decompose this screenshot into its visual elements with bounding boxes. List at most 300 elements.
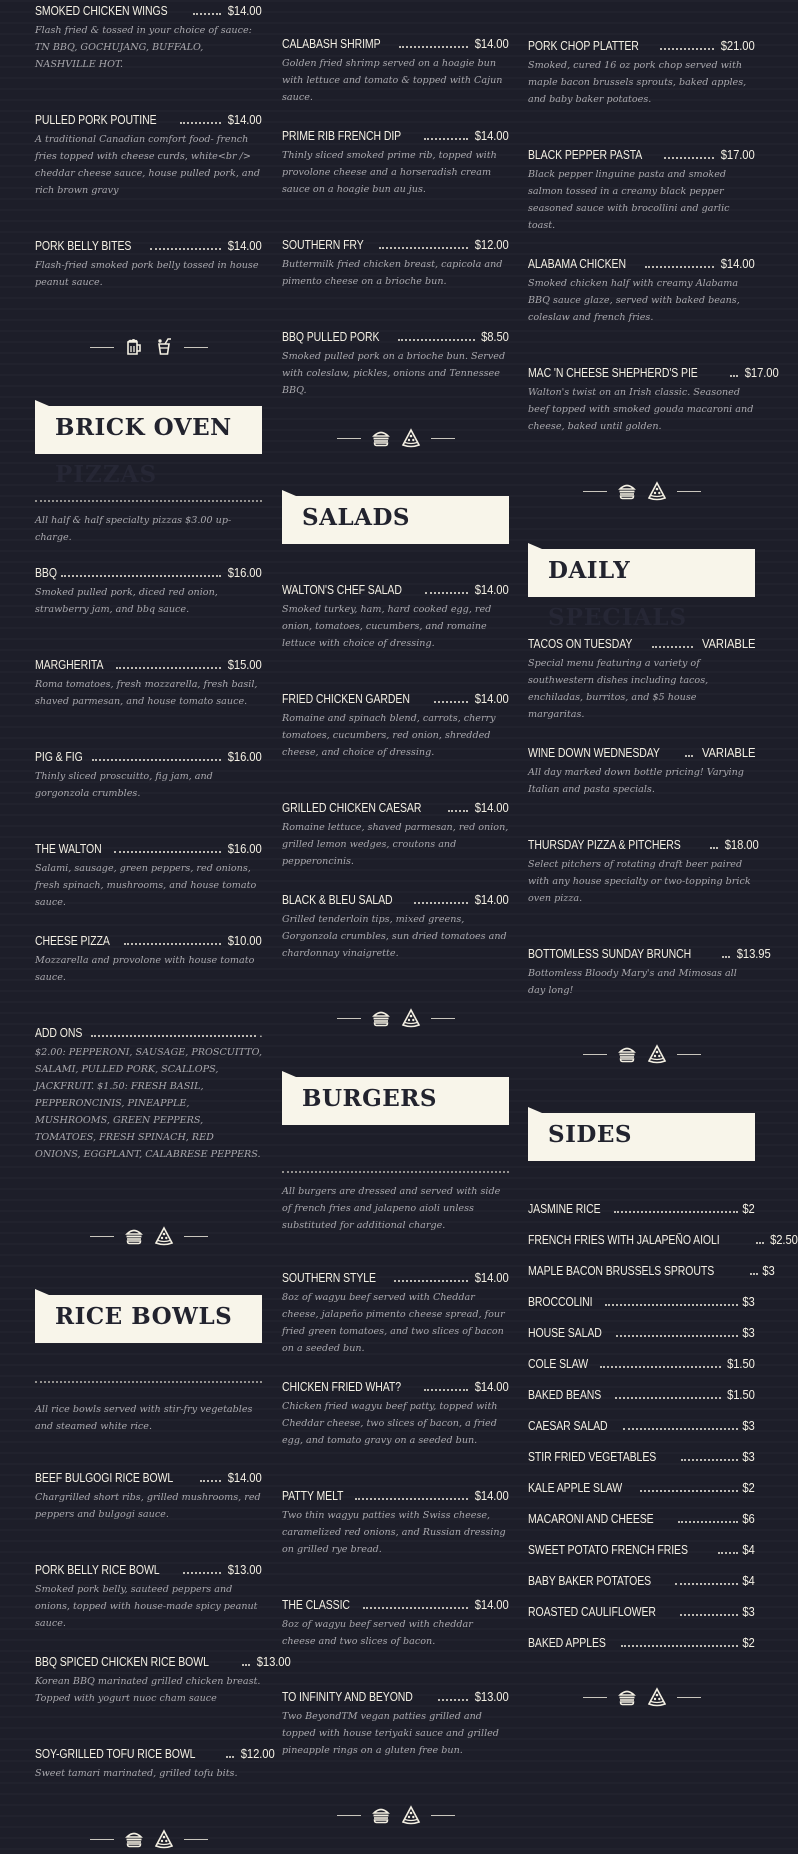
leader-dots	[424, 1389, 469, 1391]
menu-item-pork-belly-bites	[35, 239, 262, 291]
menu-item-header	[528, 947, 771, 962]
menu-item-price: $14.00	[228, 1471, 262, 1485]
menu-item-pulled-pork-poutine	[35, 113, 262, 199]
section-banner-brick-oven	[35, 406, 262, 454]
leader-dots	[756, 1242, 764, 1244]
section-title: SALADS	[302, 504, 411, 531]
menu-item-prime-rib-french-dip	[282, 129, 509, 198]
menu-item-margherita	[35, 658, 262, 710]
leader-dots	[645, 266, 715, 268]
menu-item-price: $4	[742, 1574, 755, 1588]
burger-icon	[617, 1044, 637, 1064]
divider-line	[184, 1839, 208, 1840]
menu-item-sweet-potato-french-fries	[528, 1543, 755, 1558]
menu-item-price: $14.00	[475, 1271, 509, 1285]
menu-item-price: $8.50	[481, 330, 509, 344]
section-separator	[282, 426, 509, 450]
leader-dots	[750, 1273, 758, 1275]
menu-item-name: PATTY MELT	[282, 1489, 344, 1503]
section-title: SIDES	[548, 1121, 632, 1148]
menu-item-description: Romaine and spinach blend, carrots, cherry tomatoes, cucumbers, red onion, shredded cheese, and choice of dressing.	[282, 713, 496, 758]
menu-item-header	[35, 658, 262, 673]
menu-item-price: $10.00	[228, 934, 262, 948]
burger-icon	[617, 1687, 637, 1707]
menu-item-price: $2	[742, 1202, 755, 1216]
menu-item-kale-apple-slaw	[528, 1481, 755, 1496]
menu-item-name: MACARONI AND CHEESE	[528, 1512, 654, 1526]
leader-dots	[61, 575, 221, 577]
menu-item-header	[528, 1543, 755, 1558]
burger-icon	[371, 428, 391, 448]
menu-item-price: .	[258, 1026, 262, 1040]
menu-item-chicken-fried-what	[282, 1380, 509, 1449]
menu-item-name: BBQ	[35, 566, 57, 580]
menu-item-maple-bacon-brussels-sprouts	[528, 1264, 775, 1279]
pizza-slice-icon	[401, 1008, 421, 1028]
divider-line	[677, 1054, 701, 1055]
menu-item-southern-fry	[282, 238, 509, 290]
menu-item-price: $13.95	[736, 947, 771, 961]
menu-item-description: All day marked down bottle pricing! Varying Italian and pasta specials.	[528, 767, 744, 795]
divider-line	[583, 1054, 607, 1055]
menu-item-header	[528, 1357, 755, 1372]
menu-item-name: WALTON'S CHEF SALAD	[282, 583, 402, 597]
menu-item-price: $14.00	[475, 37, 509, 51]
menu-item-name: BBQ PULLED PORK	[282, 330, 380, 344]
menu-item-price: $18.00	[724, 838, 759, 852]
menu-item-header	[35, 1563, 262, 1578]
leader-dots	[226, 1756, 234, 1758]
menu-item-grilled-chicken-caesar	[282, 801, 509, 870]
menu-item-header	[528, 1481, 755, 1496]
leader-dots	[414, 902, 469, 904]
pizza-slice-icon	[154, 1829, 174, 1849]
section-separator	[282, 1006, 509, 1030]
menu-item-name: BAKED APPLES	[528, 1636, 606, 1650]
menu-item-price: $14.00	[475, 1598, 509, 1612]
menu-item-bbq-pulled-pork	[282, 330, 509, 399]
menu-item-the-classic	[282, 1598, 509, 1650]
menu-item-header	[528, 1388, 755, 1403]
divider-line	[677, 1697, 701, 1698]
leader-dots	[616, 1335, 738, 1337]
divider-line	[184, 1236, 208, 1237]
section-banner-salads	[282, 496, 509, 544]
leader-dots	[675, 1583, 739, 1585]
leader-dots	[242, 1664, 250, 1666]
menu-item-header	[528, 1636, 755, 1651]
menu-item-description: Flash fried & tossed in your choice of sauce: TN BBQ, GOCHUJANG, BUFFALO, NASHVILLE HOT.	[35, 25, 252, 70]
menu-item-header	[528, 1295, 755, 1310]
menu-item-price: $3	[742, 1450, 755, 1464]
menu-item-patty-melt	[282, 1489, 509, 1558]
menu-item-price: $2	[742, 1481, 755, 1495]
menu-item-header	[282, 1489, 509, 1504]
leader-dots	[680, 1614, 738, 1616]
menu-item-description: Romaine lettuce, shaved parmesan, red onion, grilled lemon wedges, croutons and pepperoncinis.	[282, 822, 509, 867]
menu-item-price: $12.00	[240, 1747, 275, 1761]
leader-dots	[710, 847, 718, 849]
leader-dots	[660, 48, 714, 50]
menu-item-tacos-on-tuesday	[528, 637, 755, 723]
menu-item-the-walton	[35, 842, 262, 911]
leader-dots	[124, 943, 221, 945]
menu-item-name: MARGHERITA	[35, 658, 104, 672]
menu-item-description: Korean BBQ marinated grilled chicken breast. Topped with yogurt nuoc cham sauce	[35, 1676, 261, 1704]
menu-item-header	[282, 583, 509, 598]
leader-dots	[398, 339, 475, 341]
menu-item-name: GRILLED CHICKEN CAESAR	[282, 801, 422, 815]
menu-item-header	[35, 1471, 262, 1486]
burger-icon	[617, 481, 637, 501]
menu-item-description: 8oz of wagyu beef served with Cheddar cheese, jalapeño pimento cheese spread, four fried green tomatoes, and two slices of bacon on a seeded bun.	[282, 1292, 505, 1354]
menu-item-black-bleu-salad	[282, 893, 509, 962]
menu-item-wine-down-wednesday	[528, 746, 755, 798]
section-separator	[35, 1224, 262, 1248]
menu-item-price: $14.00	[475, 583, 509, 597]
menu-item-header	[528, 1574, 755, 1589]
menu-item-price: $2	[742, 1636, 755, 1650]
leader-dots	[664, 157, 714, 159]
section-banner-sides	[528, 1113, 755, 1161]
menu-item-header	[528, 366, 779, 381]
menu-item-name: CHICKEN FRIED WHAT?	[282, 1380, 401, 1394]
leader-dots	[91, 1035, 255, 1037]
menu-item-pork-belly-rice-bowl	[35, 1563, 262, 1632]
menu-item-header	[35, 239, 262, 254]
menu-item-name: PORK BELLY RICE BOWL	[35, 1563, 160, 1577]
menu-item-header	[528, 257, 755, 272]
menu-item-name: CAESAR SALAD	[528, 1419, 608, 1433]
menu-item-price: $14.00	[721, 257, 755, 271]
leader-dots	[685, 755, 693, 757]
divider-line	[431, 1815, 455, 1816]
menu-item-name: BEEF BULGOGI RICE BOWL	[35, 1471, 174, 1485]
menu-item-name: WINE DOWN WEDNESDAY	[528, 746, 660, 760]
menu-item-name: BABY BAKER POTATOES	[528, 1574, 652, 1588]
menu-item-name: ROASTED CAULIFLOWER	[528, 1605, 656, 1619]
leader-dots	[621, 1645, 739, 1647]
section-title: BURGERS	[302, 1085, 438, 1112]
menu-item-name: PIG & FIG	[35, 750, 83, 764]
pizza-slice-icon	[401, 1805, 421, 1825]
menu-item-cheese-pizza	[35, 934, 262, 986]
menu-item-name: PULLED PORK POUTINE	[35, 113, 157, 127]
pizza-slice-icon	[647, 1687, 667, 1707]
section-banner-daily	[528, 549, 755, 597]
leader-dots	[681, 1459, 739, 1461]
menu-item-header	[528, 637, 755, 652]
menu-item-description: Mozzarella and provolone with house tomato sauce.	[35, 955, 255, 983]
leader-dots	[722, 956, 730, 958]
leader-dots	[183, 1572, 221, 1574]
menu-item-description: Smoked turkey, ham, hard cooked egg, red onion, tomatoes, cucumbers, and romaine lettuce with choice of dressing.	[282, 604, 492, 649]
dotted-divider	[35, 1381, 262, 1383]
leader-dots	[615, 1397, 721, 1399]
menu-item-price: $14.00	[228, 113, 262, 127]
menu-item-beef-bulgogi-rice-bowl	[35, 1471, 262, 1523]
section-title: DAILY	[548, 557, 631, 584]
menu-item-name: FRENCH FRIES WITH JALAPEÑO AIOLI	[528, 1233, 720, 1247]
section-separator	[528, 479, 755, 503]
menu-item-header	[528, 39, 755, 54]
menu-item-caesar-salad	[528, 1419, 755, 1434]
menu-item-header	[282, 37, 509, 52]
menu-item-baby-baker-potatoes	[528, 1574, 755, 1589]
menu-item-header	[528, 148, 755, 163]
menu-item-header	[35, 934, 262, 949]
leader-dots	[600, 1366, 722, 1368]
menu-item-price: $13.00	[228, 1563, 262, 1577]
divider-line	[184, 347, 208, 348]
menu-item-name: FRIED CHICKEN GARDEN	[282, 692, 410, 706]
menu-item-header	[528, 1419, 755, 1434]
burger-icon	[124, 1226, 144, 1246]
divider-line	[90, 1839, 114, 1840]
menu-item-price: $12.00	[475, 238, 509, 252]
menu-item-header	[282, 692, 509, 707]
menu-item-description: Roma tomatoes, fresh mozzarella, fresh basil, shaved parmesan, and house tomato sauce.	[35, 679, 258, 707]
menu-item-description: Smoked pork belly, sauteed peppers and onions, topped with house-made spicy peanut sauce.	[35, 1584, 258, 1629]
menu-item-name: BROCCOLINI	[528, 1295, 593, 1309]
menu-item-price: $17.00	[721, 148, 755, 162]
menu-item-name: HOUSE SALAD	[528, 1326, 602, 1340]
burger-icon	[371, 1805, 391, 1825]
menu-item-header	[528, 1264, 775, 1279]
menu-item-price: $16.00	[228, 750, 262, 764]
menu-item-header	[282, 238, 509, 253]
menu-item-header	[35, 566, 262, 581]
menu-item-description: Black pepper linguine pasta and smoked salmon tossed in a creamy black pepper seasoned sauce with brocollini and garlic toast.	[528, 169, 730, 231]
menu-item-soy-grilled-tofu-rice-bowl	[35, 1747, 275, 1782]
menu-item-price: $2.50	[770, 1233, 798, 1247]
menu-item-header	[282, 1598, 509, 1613]
menu-item-header	[528, 746, 755, 761]
beer-mug-icon	[124, 337, 144, 357]
menu-item-price: $14.00	[228, 4, 262, 18]
leader-dots	[92, 759, 222, 761]
section-subtitle: PIZZAS	[55, 461, 158, 488]
section-subtitle: SPECIALS	[548, 604, 688, 631]
menu-item-description: Sweet tamari marinated, grilled tofu bits.	[35, 1768, 238, 1779]
divider-line	[90, 347, 114, 348]
menu-item-price: $21.00	[721, 39, 755, 53]
menu-item-bbq-spiced-chicken-rice-bowl	[35, 1655, 291, 1707]
pizza-slice-icon	[401, 428, 421, 448]
leader-dots	[200, 1480, 222, 1482]
menu-item-price: $6	[742, 1512, 755, 1526]
leader-dots	[438, 1699, 469, 1701]
menu-item-stir-fried-vegetables	[528, 1450, 755, 1465]
section-note: All half & half specialty pizzas $3.00 up-charge.	[35, 515, 232, 543]
menu-item-jasmine-rice	[528, 1202, 755, 1217]
section-banner-burgers	[282, 1077, 509, 1125]
burger-icon	[371, 1008, 391, 1028]
menu-item-description: Select pitchers of rotating draft beer paired with any house specialty or two-topping brick oven pizza.	[528, 859, 751, 904]
burger-icon	[124, 1829, 144, 1849]
leader-dots	[730, 375, 738, 377]
menu-item-name: PRIME RIB FRENCH DIP	[282, 129, 402, 143]
menu-item-name: ALABAMA CHICKEN	[528, 257, 626, 271]
menu-item-name: BAKED BEANS	[528, 1388, 602, 1402]
menu-item-description: Special menu featuring a variety of southwestern dishes including tacos, enchiladas, burritos, and $5 house margaritas.	[528, 658, 709, 720]
menu-item-price: $13.00	[256, 1655, 291, 1669]
section-note: All rice bowls served with stir-fry vegetables and steamed white rice.	[35, 1404, 253, 1432]
menu-item-add-ons	[35, 1026, 262, 1163]
section-separator	[528, 1685, 755, 1709]
menu-item-header	[282, 129, 509, 144]
menu-item-name: KALE APPLE SLAW	[528, 1481, 623, 1495]
menu-item-price: $15.00	[228, 658, 262, 672]
section-banner-rice-bowls	[35, 1295, 262, 1343]
menu-item-house-salad	[528, 1326, 755, 1341]
menu-item-baked-beans	[528, 1388, 755, 1403]
menu-item-name: BOTTOMLESS SUNDAY BRUNCH	[528, 947, 692, 961]
menu-item-price: $3	[742, 1295, 755, 1309]
menu-item-price: $1.50	[727, 1357, 755, 1371]
menu-item-header	[528, 1326, 755, 1341]
menu-item-description: Two BeyondTM vegan patties grilled and topped with house teriyaki sauce and grilled pineapple rings on a gluten free bun.	[282, 1711, 499, 1756]
menu-item-description: Smoked pulled pork, diced red onion, strawberry jam, and bbq sauce.	[35, 587, 218, 615]
menu-item-mac-n-cheese-shepherd-s-pie	[528, 366, 779, 435]
menu-item-description: Smoked chicken half with creamy Alabama BBQ sauce glaze, served with baked beans, coleslaw and french fries.	[528, 278, 740, 323]
dotted-divider	[282, 1171, 509, 1173]
menu-item-name: SOUTHERN STYLE	[282, 1271, 376, 1285]
menu-item-name: JASMINE RICE	[528, 1202, 601, 1216]
leader-dots	[434, 701, 468, 703]
menu-item-name: MAC 'N CHEESE SHEPHERD'S PIE	[528, 366, 698, 380]
menu-item-pig-fig	[35, 750, 262, 802]
section-note: All burgers are dressed and served with side of french fries and jalapeno aioli unless substituted for additional charge.	[282, 1186, 501, 1231]
menu-item-baked-apples	[528, 1636, 755, 1651]
pizza-slice-icon	[154, 1226, 174, 1246]
divider-line	[337, 438, 361, 439]
leader-dots	[399, 46, 468, 48]
divider-line	[677, 491, 701, 492]
menu-item-price: $1.50	[727, 1388, 755, 1402]
menu-item-description: Smoked, cured 16 oz pork chop served with maple bacon brussels sprouts, baked apples, and baby baker potatoes.	[528, 60, 747, 105]
menu-item-description: $2.00: PEPPERONI, SAUSAGE, PROSCUITTO, SALAMI, PULLED PORK, SCALLOPS, JACKFRUIT. $1.50: FRESH BASIL, PEPPERONCINIS, PINEAPPLE, MUSHROOMS, GREEN PEPPERS, TOMATOES, FRESH SPINACH, RED ONIONS, EGGPLANT, CALABRESE PEPPERS.	[35, 1047, 263, 1160]
menu-item-header	[35, 113, 262, 128]
menu-item-french-fries-with-jalape-o-aioli	[528, 1233, 798, 1248]
divider-line	[90, 1236, 114, 1237]
menu-item-price: $14.00	[475, 1380, 509, 1394]
menu-item-name: STIR FRIED VEGETABLES	[528, 1450, 657, 1464]
menu-item-description: Two thin wagyu patties with Swiss cheese, caramelized red onions, and Russian dressing on grilled rye bread.	[282, 1510, 506, 1555]
leader-dots	[114, 851, 221, 853]
menu-item-price: $3	[761, 1264, 775, 1278]
menu-item-fried-chicken-garden	[282, 692, 509, 761]
divider-line	[337, 1018, 361, 1019]
leader-dots	[623, 1428, 739, 1430]
menu-item-bottomless-sunday-brunch	[528, 947, 771, 999]
menu-item-price: $14.00	[475, 1489, 509, 1503]
leader-dots	[652, 646, 692, 648]
menu-item-price: $14.00	[228, 239, 262, 253]
menu-item-header	[282, 801, 509, 816]
menu-item-name: BBQ SPICED CHICKEN RICE BOWL	[35, 1655, 209, 1669]
menu-item-description: Chicken fried wagyu beef patty, topped with Cheddar cheese, two slices of bacon, a fried egg, and tomato gravy on a seeded bun.	[282, 1401, 498, 1446]
menu-item-name: PORK BELLY BITES	[35, 239, 132, 253]
menu-item-header	[35, 750, 262, 765]
menu-item-name: THE CLASSIC	[282, 1598, 350, 1612]
menu-item-name: PORK CHOP PLATTER	[528, 39, 639, 53]
menu-item-name: ADD ONS	[35, 1026, 83, 1040]
leader-dots	[640, 1490, 738, 1492]
menu-item-description: Bottomless Bloody Mary's and Mimosas all day long!	[528, 968, 737, 996]
menu-item-black-pepper-pasta	[528, 148, 755, 234]
menu-item-name: CHEESE PIZZA	[35, 934, 110, 948]
menu-item-price: $14.00	[475, 692, 509, 706]
menu-item-price: $4	[742, 1543, 755, 1557]
menu-item-header	[282, 330, 509, 345]
menu-item-description: Thinly sliced proscuitto, fig jam, and gorgonzola crumbles.	[35, 771, 213, 799]
menu-item-header	[282, 1380, 509, 1395]
menu-item-header	[35, 1026, 262, 1041]
menu-item-header	[35, 842, 262, 857]
menu-item-header	[528, 1450, 755, 1465]
menu-item-pork-chop-platter	[528, 39, 755, 108]
menu-item-description: Flash-fried smoked pork belly tossed in house peanut sauce.	[35, 260, 259, 288]
leader-dots	[379, 247, 468, 249]
menu-item-price: $17.00	[744, 366, 779, 380]
divider-line	[583, 1697, 607, 1698]
leader-dots	[180, 122, 222, 124]
menu-item-header	[528, 1202, 755, 1217]
section-separator	[282, 1803, 509, 1827]
menu-item-walton-s-chef-salad	[282, 583, 509, 652]
menu-item-price: $3	[742, 1326, 755, 1340]
menu-item-alabama-chicken	[528, 257, 755, 326]
menu-item-description: Smoked pulled pork on a brioche bun. Served with coleslaw, pickles, onions and Tennessee BBQ.	[282, 351, 506, 396]
leader-dots	[363, 1607, 468, 1609]
menu-item-description: Grilled tenderloin tips, mixed greens, Gorgonzola crumbles, sun dried tomatoes and chardonnay vinaigrette.	[282, 914, 507, 959]
menu-item-name: SWEET POTATO FRENCH FRIES	[528, 1543, 688, 1557]
menu-item-name: SOUTHERN FRY	[282, 238, 364, 252]
menu-item-price: $3	[742, 1605, 755, 1619]
menu-item-header	[35, 1655, 291, 1670]
menu-item-calabash-shrimp	[282, 37, 509, 106]
leader-dots	[605, 1304, 738, 1306]
menu-item-name: TO INFINITY AND BEYOND	[282, 1690, 413, 1704]
menu-item-header	[35, 4, 262, 19]
leader-dots	[425, 592, 469, 594]
menu-item-bbq	[35, 566, 262, 618]
menu-item-name: CALABASH SHRIMP	[282, 37, 381, 51]
leader-dots	[150, 248, 222, 250]
pizza-slice-icon	[647, 481, 667, 501]
menu-item-price: VARIABLE	[701, 637, 755, 651]
menu-item-price: $13.00	[475, 1690, 509, 1704]
cocktail-icon	[154, 337, 174, 357]
leader-dots	[116, 667, 221, 669]
menu-item-header	[528, 1512, 755, 1527]
leader-dots	[394, 1280, 469, 1282]
pizza-slice-icon	[647, 1044, 667, 1064]
menu-item-description: 8oz of wagyu beef served with cheddar cheese and two slices of bacon.	[282, 1619, 473, 1647]
menu-item-thursday-pizza-pitchers	[528, 838, 759, 907]
menu-item-smoked-chicken-wings	[35, 4, 262, 73]
menu-item-header	[282, 893, 509, 908]
menu-item-description: Walton's twist on an Irish classic. Seasoned beef topped with smoked gouda macaroni and cheese, baked until golden.	[528, 387, 754, 432]
leader-dots	[678, 1521, 739, 1523]
leader-dots	[355, 1498, 468, 1500]
menu-item-roasted-cauliflower	[528, 1605, 755, 1620]
menu-item-description: Salami, sausage, green peppers, red onions, fresh spinach, mushrooms, and house tomato sauce.	[35, 863, 257, 908]
section-separator	[35, 335, 262, 359]
menu-item-to-infinity-and-beyond	[282, 1690, 509, 1759]
leader-dots	[424, 138, 469, 140]
